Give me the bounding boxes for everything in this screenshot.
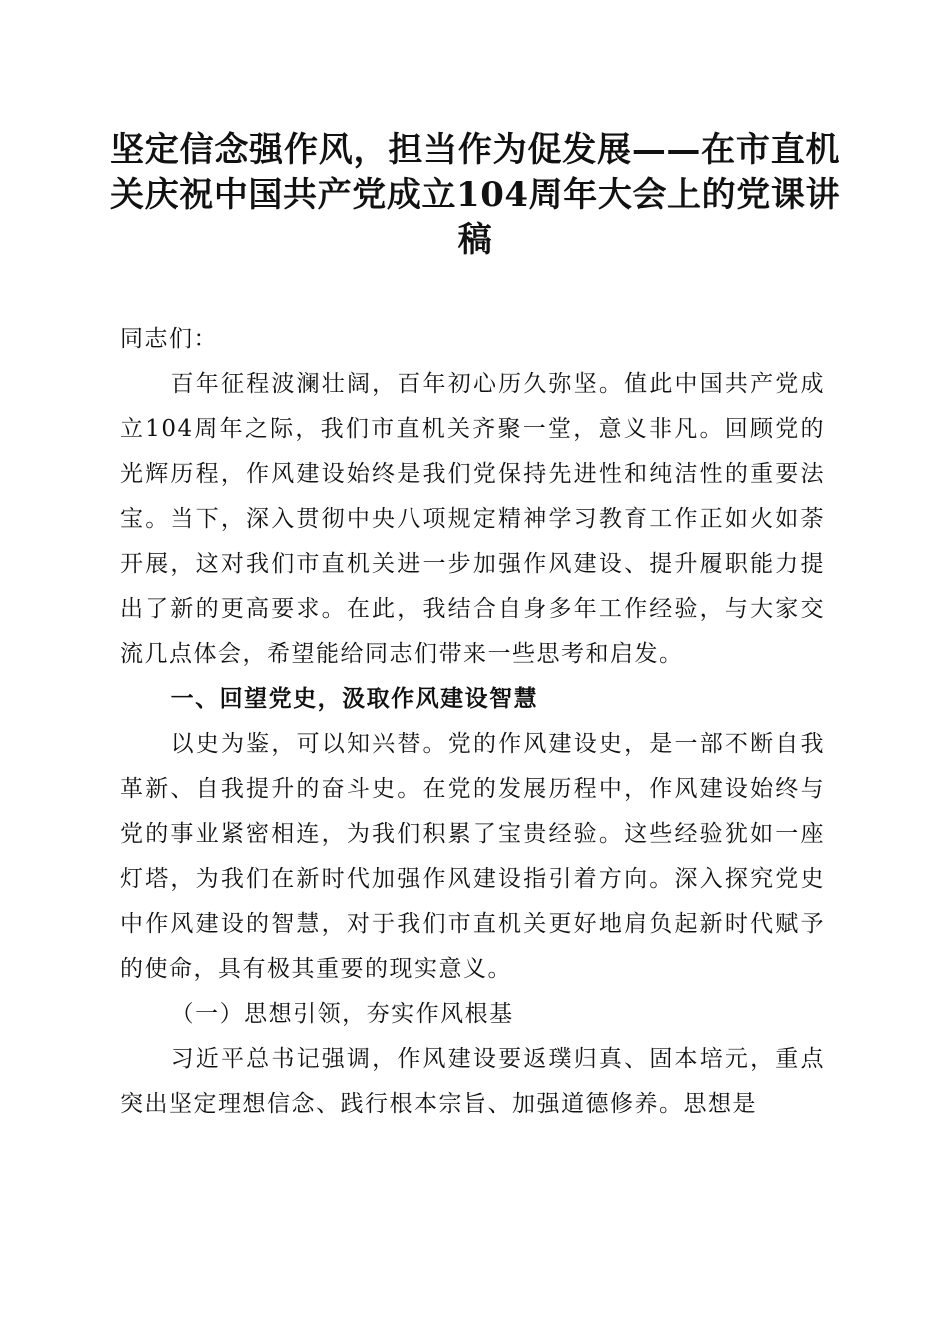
intro-paragraph: 百年征程波澜壮阔，百年初心历久弥坚。值此中国共产党成立104周年之际，我们市直机关齐聚一堂，意义非凡。回顾党的光辉历程，作风建设始终是我们党保持先进性和纯洁性的重要法宝。当下，深入贯彻中央八项规定精神学习教育工作正如火如荼开展，这对我们市直机关进一步加强作风建设、提升履职能力提出了新的更高要求。在此，我结合自身多年工作经验，与大家交流几点体会，希望能给同志们带来一些思考和启发。 [120, 371, 825, 667]
subsection-heading: （一）思想引领，夯实作风根基 [170, 1001, 514, 1027]
subsection-paragraph: 习近平总书记强调，作风建设要返璞归真、固本培元，重点突出坚定理想信念、践行根本宗旨、加强道德修养。思想是 [120, 1046, 825, 1117]
section-paragraph: 以史为鉴，可以知兴替。党的作风建设史，是一部不断自我革新、自我提升的奋斗史。在党的发展历程中，作风建设始终与党的事业紧密相连，为我们积累了宝贵经验。这些经验犹如一座灯塔，为我们在新时代加强作风建设指引着方向。深入探究党史中作风建设的智慧，对于我们市直机关更好地肩负起新时代赋予的使命，具有极其重要的现实意义。 [120, 731, 825, 982]
document-title: 坚定信念强作风，担当作为促发展——在市直机关庆祝中国共产党成立104周年大会上的党课讲稿 [110, 130, 840, 260]
document-body [120, 317, 825, 1127]
section-heading: 一、回望党史，汲取作风建设智慧 [170, 686, 539, 712]
salutation: 同志们： [120, 326, 218, 352]
